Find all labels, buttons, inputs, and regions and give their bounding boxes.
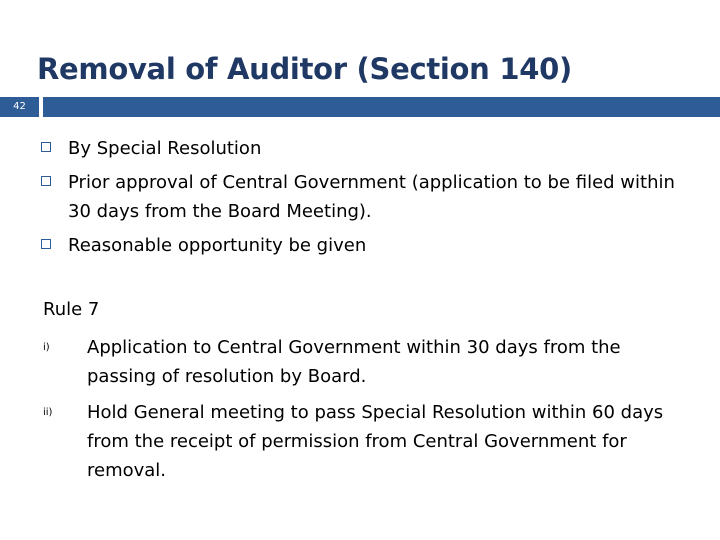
rule-item-number: ii)	[43, 407, 53, 418]
bullet-item	[40, 231, 700, 260]
square-bullet-icon	[41, 142, 51, 152]
bullet-item	[40, 168, 700, 226]
rule-item-number: i)	[43, 342, 50, 353]
bullet-list	[40, 134, 700, 265]
rule-item-text: Hold General meeting to pass Special Resolution within 60 days from the receipt of permission from Central Government for removal.	[87, 402, 664, 481]
slide-title: Removal of Auditor (Section 140)	[37, 52, 572, 86]
rule-heading: Rule 7	[43, 299, 100, 320]
bullet-text: Reasonable opportunity be given	[68, 235, 367, 256]
bullet-text: By Special Resolution	[68, 138, 262, 159]
bullet-item	[40, 134, 700, 163]
slide-number: 42	[0, 97, 39, 117]
rule-item-text: Application to Central Government within 30 days from the passing of resolution by Board.	[87, 337, 621, 387]
square-bullet-icon	[41, 176, 51, 186]
square-bullet-icon	[41, 239, 51, 249]
rule-list	[43, 333, 693, 492]
title-divider-bar	[43, 97, 720, 117]
rule-item	[43, 333, 693, 391]
bullet-text: Prior approval of Central Government (application to be filed within 30 days from the Board Meeting).	[68, 172, 675, 222]
rule-item	[43, 398, 693, 485]
